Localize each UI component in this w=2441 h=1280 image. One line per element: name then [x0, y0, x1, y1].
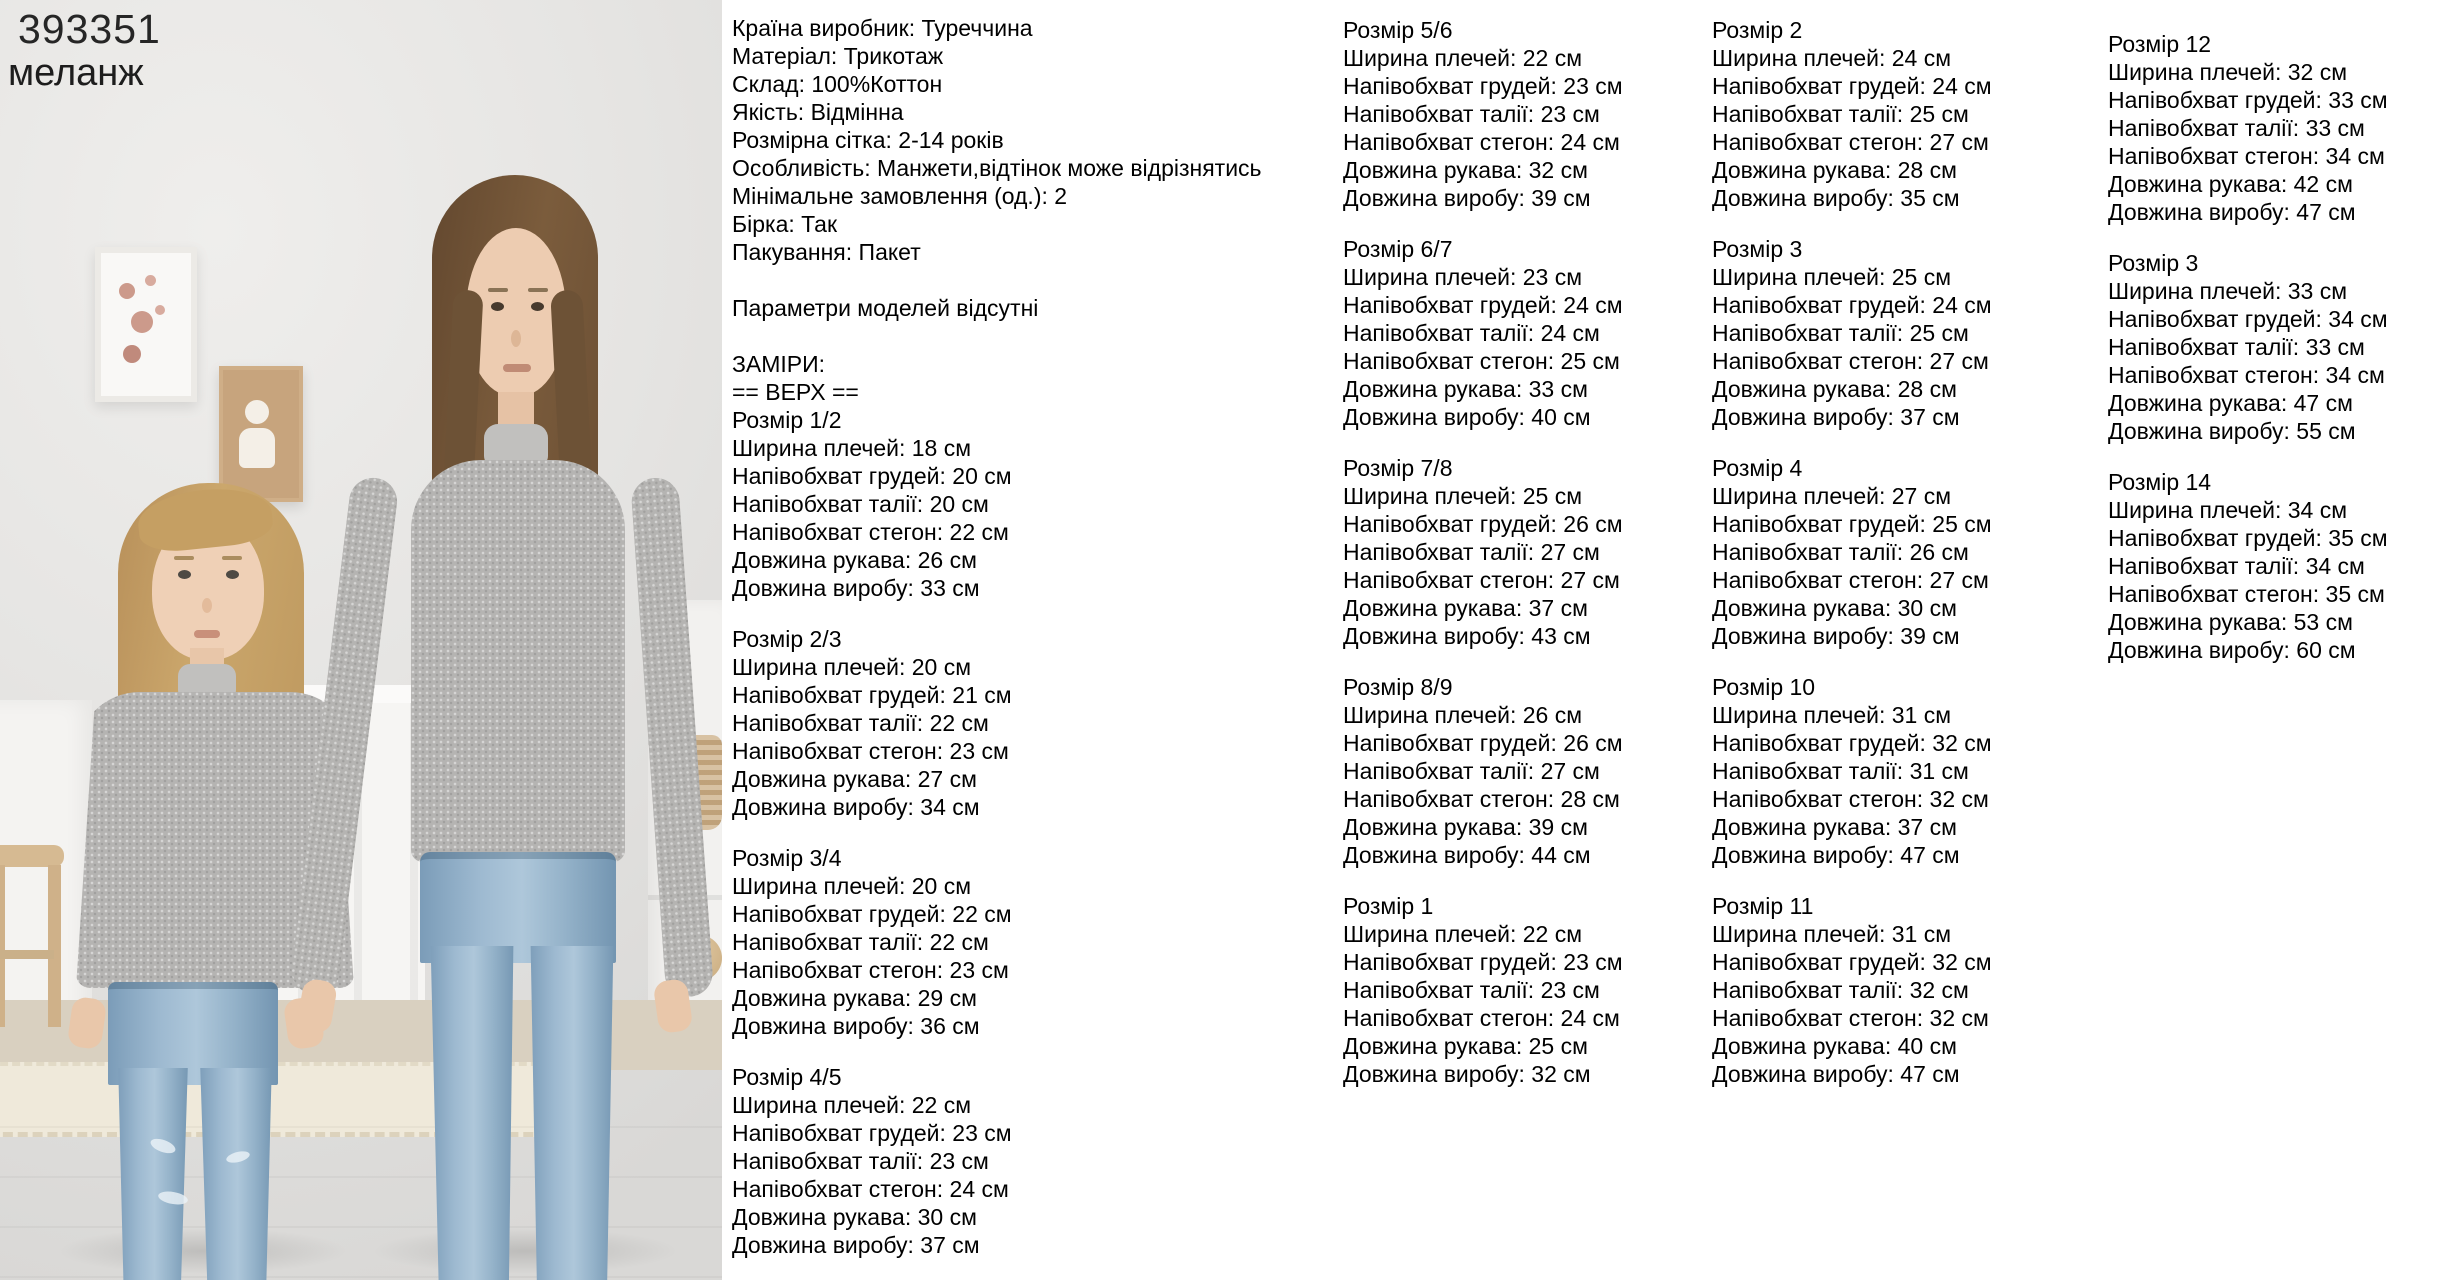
size-measure-line: Напівобхват талії: 34 см — [2108, 553, 2365, 579]
size-title: Розмір 11 — [1712, 893, 1814, 919]
size-measure-line: Довжина виробу: 55 см — [2108, 418, 2356, 444]
size-measure-line: Напівобхват талії: 23 см — [1343, 977, 1600, 1003]
size-measure-line: Довжина рукава: 30 см — [732, 1204, 977, 1230]
size-measure-line: Напівобхват грудей: 26 см — [1343, 730, 1623, 756]
size-block — [2108, 468, 2388, 664]
size-title: Розмір 2 — [1712, 17, 1803, 43]
size-title: Розмір 10 — [1712, 674, 1816, 700]
size-measure-line: Напівобхват грудей: 24 см — [1712, 292, 1992, 318]
size-measure-line: Напівобхват грудей: 23 см — [1343, 73, 1623, 99]
size-measure-line: Довжина рукава: 27 см — [732, 766, 977, 792]
size-measure-line: Напівобхват грудей: 35 см — [2108, 525, 2388, 551]
size-measure-line: Довжина виробу: 40 см — [1343, 404, 1591, 430]
size-measure-line: Напівобхват грудей: 23 см — [732, 1120, 1012, 1146]
size-measure-line: Ширина плечей: 24 см — [1712, 45, 1952, 71]
size-measure-line: Напівобхват талії: 26 см — [1712, 539, 1969, 565]
product-color-name: меланж — [8, 52, 144, 94]
size-title: Розмір 1/2 — [732, 407, 842, 433]
size-measure-line: Напівобхват талії: 33 см — [2108, 115, 2365, 141]
size-measure-line: Ширина плечей: 22 см — [732, 1092, 972, 1118]
size-measure-line: Напівобхват грудей: 26 см — [1343, 511, 1623, 537]
size-measure-line: Напівобхват талії: 27 см — [1343, 758, 1600, 784]
size-title: Розмір 14 — [2108, 469, 2212, 495]
size-measure-line: Ширина плечей: 20 см — [732, 654, 972, 680]
product-info-line: Якість: Відмінна — [732, 99, 904, 125]
size-column-1 — [732, 406, 1262, 1259]
size-measure-line: Напівобхват грудей: 24 см — [1712, 73, 1992, 99]
size-title: Розмір 3 — [2108, 250, 2199, 276]
size-measure-line: Ширина плечей: 23 см — [1343, 264, 1583, 290]
size-title: Розмір 2/3 — [732, 626, 842, 652]
size-block — [1712, 673, 1992, 869]
size-measure-line: Напівобхват стегон: 34 см — [2108, 362, 2385, 388]
size-measure-line: Напівобхват грудей: 23 см — [1343, 949, 1623, 975]
size-measure-line: Напівобхват стегон: 28 см — [1343, 786, 1620, 812]
size-measure-line: Довжина рукава: 53 см — [2108, 609, 2353, 635]
size-measure-line: Напівобхват грудей: 25 см — [1712, 511, 1992, 537]
product-info-line: Розмірна сітка: 2-14 років — [732, 127, 1004, 153]
product-info-line: Склад: 100%Коттон — [732, 71, 943, 97]
size-measure-line: Напівобхват стегон: 34 см — [2108, 143, 2385, 169]
size-measure-line: Довжина виробу: 35 см — [1712, 185, 1960, 211]
product-code: 393351 — [18, 6, 161, 52]
size-measure-line: Напівобхват талії: 32 см — [1712, 977, 1969, 1003]
no-model-params-note: Параметри моделей відсутні — [732, 295, 1039, 321]
product-info-line: Пакування: Пакет — [732, 239, 921, 265]
size-measure-line: Довжина виробу: 47 см — [1712, 842, 1960, 868]
size-measure-line: Напівобхват стегон: 24 см — [1343, 129, 1620, 155]
size-measure-line: Напівобхват талії: 33 см — [2108, 334, 2365, 360]
size-measure-line: Довжина виробу: 34 см — [732, 794, 980, 820]
older-girl-figure — [0, 0, 722, 1280]
size-measure-line: Ширина плечей: 26 см — [1343, 702, 1583, 728]
size-measure-line: Напівобхват талії: 23 см — [732, 1148, 989, 1174]
product-info-line: Країна виробник: Туреччина — [732, 15, 1033, 41]
size-block — [1712, 235, 1992, 431]
size-measure-line: Напівобхват грудей: 34 см — [2108, 306, 2388, 332]
product-info-line: Особливість: Манжети,відтінок може відрізнятись — [732, 155, 1262, 181]
size-measure-line: Напівобхват талії: 22 см — [732, 710, 989, 736]
size-measure-line: Ширина плечей: 22 см — [1343, 921, 1583, 947]
size-measure-line: Довжина рукава: 39 см — [1343, 814, 1588, 840]
size-measure-line: Довжина рукава: 37 см — [1712, 814, 1957, 840]
product-info-line: Матеріал: Трикотаж — [732, 43, 944, 69]
size-block — [732, 844, 1262, 1040]
size-title: Розмір 1 — [1343, 893, 1434, 919]
size-block — [1343, 892, 1623, 1088]
size-measure-line: Довжина виробу: 37 см — [1712, 404, 1960, 430]
size-measure-line: Напівобхват грудей: 21 см — [732, 682, 1012, 708]
size-measure-line: Довжина рукава: 28 см — [1712, 157, 1957, 183]
size-measure-line: Напівобхват талії: 22 см — [732, 929, 989, 955]
size-measure-line: Довжина виробу: 39 см — [1712, 623, 1960, 649]
size-measure-line: Ширина плечей: 31 см — [1712, 702, 1952, 728]
size-measure-line: Напівобхват грудей: 32 см — [1712, 949, 1992, 975]
size-title: Розмір 4/5 — [732, 1064, 842, 1090]
gray-turtleneck — [411, 460, 625, 862]
size-measure-line: Довжина рукава: 40 см — [1712, 1033, 1957, 1059]
size-block — [2108, 30, 2388, 226]
size-measure-line: Напівобхват стегон: 25 см — [1343, 348, 1620, 374]
size-measure-line: Ширина плечей: 32 см — [2108, 59, 2348, 85]
size-title: Розмір 8/9 — [1343, 674, 1453, 700]
size-measure-line: Напівобхват талії: 25 см — [1712, 320, 1969, 346]
size-measure-line: Напівобхват талії: 27 см — [1343, 539, 1600, 565]
size-measure-line: Напівобхват стегон: 24 см — [732, 1176, 1009, 1202]
size-title: Розмір 7/8 — [1343, 455, 1453, 481]
size-measure-line: Напівобхват стегон: 32 см — [1712, 1005, 1989, 1031]
size-title: Розмір 6/7 — [1343, 236, 1453, 262]
size-measure-line: Довжина виробу: 47 см — [1712, 1061, 1960, 1087]
size-measure-line: Напівобхват стегон: 35 см — [2108, 581, 2385, 607]
size-block — [1712, 454, 1992, 650]
size-measure-line: Ширина плечей: 22 см — [1343, 45, 1583, 71]
size-measure-line: Напівобхват талії: 23 см — [1343, 101, 1600, 127]
size-measure-line: Довжина виробу: 60 см — [2108, 637, 2356, 663]
product-photo — [0, 0, 722, 1280]
size-measure-line: Довжина виробу: 37 см — [732, 1232, 980, 1258]
size-measure-line: Довжина виробу: 47 см — [2108, 199, 2356, 225]
size-block — [732, 1063, 1262, 1259]
size-measure-line: Напівобхват стегон: 32 см — [1712, 786, 1989, 812]
size-measure-line: Напівобхват стегон: 23 см — [732, 957, 1009, 983]
size-measure-line: Довжина виробу: 39 см — [1343, 185, 1591, 211]
size-block — [732, 406, 1262, 602]
size-measure-line: Ширина плечей: 20 см — [732, 873, 972, 899]
size-column-3 — [1712, 16, 1992, 1111]
size-measure-line: Напівобхват стегон: 27 см — [1712, 567, 1989, 593]
size-measure-line: Напівобхват стегон: 27 см — [1343, 567, 1620, 593]
size-measure-line: Ширина плечей: 18 см — [732, 435, 972, 461]
size-measure-line: Довжина рукава: 37 см — [1343, 595, 1588, 621]
size-block — [1343, 16, 1623, 212]
size-block — [2108, 249, 2388, 445]
size-measure-line: Напівобхват грудей: 24 см — [1343, 292, 1623, 318]
size-measure-line: Напівобхват грудей: 33 см — [2108, 87, 2388, 113]
size-measure-line: Ширина плечей: 25 см — [1343, 483, 1583, 509]
size-title: Розмір 3 — [1712, 236, 1803, 262]
measurements-title: ЗАМІРИ: — [732, 351, 826, 377]
size-measure-line: Довжина рукава: 26 см — [732, 547, 977, 573]
size-block — [1712, 892, 1992, 1088]
size-block — [732, 625, 1262, 821]
size-block — [1343, 235, 1623, 431]
size-measure-line: Напівобхват талії: 25 см — [1712, 101, 1969, 127]
size-measure-line: Напівобхват грудей: 20 см — [732, 463, 1012, 489]
size-title: Розмір 4 — [1712, 455, 1803, 481]
product-info-line: Бірка: Так — [732, 211, 838, 237]
size-measure-line: Напівобхват стегон: 23 см — [732, 738, 1009, 764]
size-measure-line: Ширина плечей: 33 см — [2108, 278, 2348, 304]
size-title: Розмір 5/6 — [1343, 17, 1453, 43]
size-measure-line: Ширина плечей: 31 см — [1712, 921, 1952, 947]
size-measure-line: Довжина рукава: 29 см — [732, 985, 977, 1011]
size-measure-line: Довжина виробу: 32 см — [1343, 1061, 1591, 1087]
size-measure-line: Довжина рукава: 28 см — [1712, 376, 1957, 402]
size-measure-line: Ширина плечей: 34 см — [2108, 497, 2348, 523]
size-measure-line: Довжина виробу: 33 см — [732, 575, 980, 601]
size-measure-line: Напівобхват стегон: 27 см — [1712, 348, 1989, 374]
size-column-2 — [1343, 16, 1623, 1111]
size-measure-line: Напівобхват грудей: 32 см — [1712, 730, 1992, 756]
size-measure-line: Довжина виробу: 43 см — [1343, 623, 1591, 649]
size-column-4 — [2108, 30, 2388, 687]
size-block — [1343, 454, 1623, 650]
size-measure-line: Ширина плечей: 27 см — [1712, 483, 1952, 509]
product-info-list — [732, 14, 1262, 266]
size-measure-line: Ширина плечей: 25 см — [1712, 264, 1952, 290]
size-measure-line: Довжина рукава: 42 см — [2108, 171, 2353, 197]
size-title: Розмір 3/4 — [732, 845, 842, 871]
size-measure-line: Напівобхват грудей: 22 см — [732, 901, 1012, 927]
info-column — [732, 14, 1262, 1280]
size-measure-line: Довжина виробу: 36 см — [732, 1013, 980, 1039]
size-measure-line: Напівобхват стегон: 27 см — [1712, 129, 1989, 155]
size-measure-line: Довжина рукава: 30 см — [1712, 595, 1957, 621]
size-measure-line: Довжина рукава: 47 см — [2108, 390, 2353, 416]
size-measure-line: Довжина рукава: 32 см — [1343, 157, 1588, 183]
size-measure-line: Напівобхват талії: 24 см — [1343, 320, 1600, 346]
size-title: Розмір 12 — [2108, 31, 2212, 57]
size-measure-line: Напівобхват талії: 31 см — [1712, 758, 1969, 784]
size-measure-line: Напівобхват стегон: 22 см — [732, 519, 1009, 545]
size-measure-line: Довжина рукава: 25 см — [1343, 1033, 1588, 1059]
size-block — [1712, 16, 1992, 212]
size-measure-line: Напівобхват стегон: 24 см — [1343, 1005, 1620, 1031]
top-section-marker: == ВЕРХ == — [732, 379, 859, 405]
size-measure-line: Довжина рукава: 33 см — [1343, 376, 1588, 402]
size-measure-line: Напівобхват талії: 20 см — [732, 491, 989, 517]
product-info-line: Мінімальне замовлення (од.): 2 — [732, 183, 1068, 209]
size-measure-line: Довжина виробу: 44 см — [1343, 842, 1591, 868]
size-block — [1343, 673, 1623, 869]
